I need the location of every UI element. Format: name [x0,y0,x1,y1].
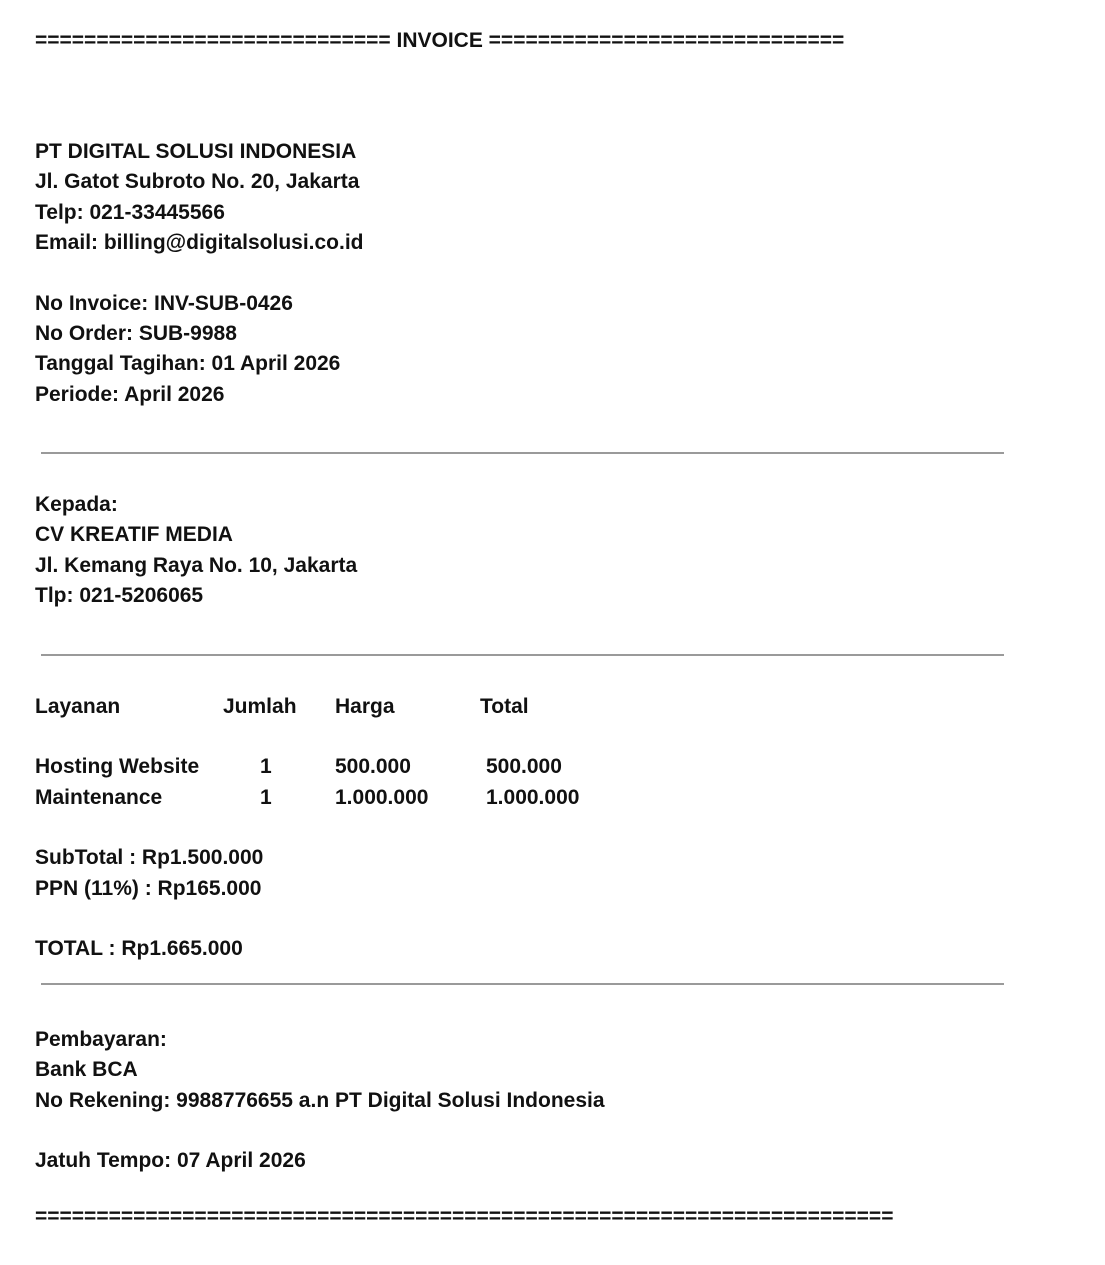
invoice-number: No Invoice: INV-SUB-0426 [35,292,293,315]
customer-phone: Tlp: 021-5206065 [35,584,204,607]
payment-bank: Bank BCA [35,1058,138,1081]
row-service: Hosting Website [35,755,200,778]
ppn-tax: PPN (11%) : Rp165.000 [35,877,262,900]
customer-name: CV KREATIF MEDIA [35,523,233,546]
row-total: 1.000.000 [486,786,580,809]
billing-period: Periode: April 2026 [35,383,225,406]
header-jumlah: Jumlah [223,695,297,718]
row-price: 1.000.000 [335,786,429,809]
seller-name: PT DIGITAL SOLUSI INDONESIA [35,140,357,163]
order-number: No Order: SUB-9988 [35,322,237,345]
payment-label: Pembayaran: [35,1028,167,1051]
row-total: 500.000 [486,755,562,778]
grand-total: TOTAL : Rp1.665.000 [35,937,243,960]
subtotal: SubTotal : Rp1.500.000 [35,846,264,869]
seller-phone: Telp: 021-33445566 [35,201,225,224]
customer-address: Jl. Kemang Raya No. 10, Jakarta [35,554,358,577]
due-date: Jatuh Tempo: 07 April 2026 [35,1149,306,1172]
header-harga: Harga [335,695,395,718]
divider-2 [41,654,1004,656]
row-quantity: 1 [260,786,272,809]
header-layanan: Layanan [35,695,121,718]
seller-address: Jl. Gatot Subroto No. 20, Jakarta [35,170,360,193]
bill-date: Tanggal Tagihan: 01 April 2026 [35,352,341,375]
row-quantity: 1 [260,755,272,778]
divider-1 [41,452,1004,454]
payment-account: No Rekening: 9988776655 a.n PT Digital Solusi Indonesia [35,1089,605,1112]
row-price: 500.000 [335,755,411,778]
header-banner: ============================= INVOICE ============================= [35,29,845,52]
footer-banner: ====================================================================== [35,1205,894,1228]
divider-3 [41,983,1004,985]
customer-label: Kepada: [35,493,118,516]
row-service: Maintenance [35,786,163,809]
header-total: Total [480,695,529,718]
seller-email: Email: billing@digitalsolusi.co.id [35,231,364,254]
